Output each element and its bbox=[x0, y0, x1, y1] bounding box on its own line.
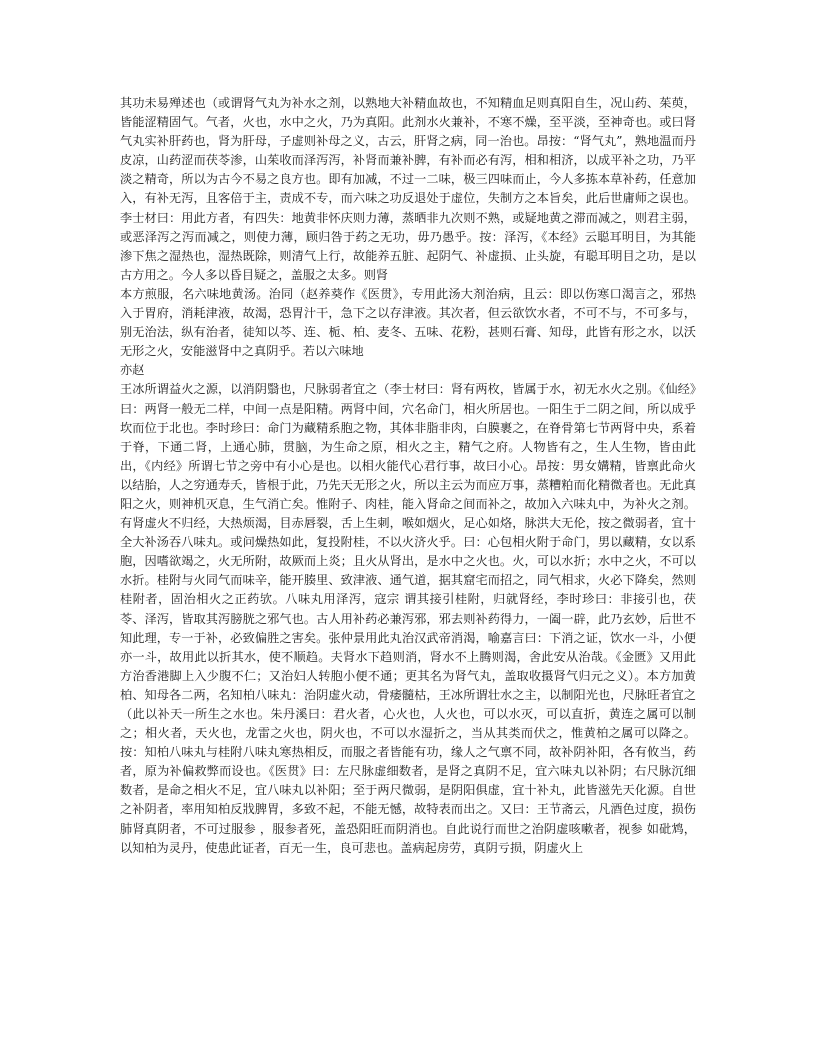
paragraph-4: 王冰所谓益火之源，以消阴翳也，尺脉弱者宜之（李士材曰：肾有两枚，皆属于水，初无水火之别。《仙经》曰：两肾一般无二样，中间一点是阳精。两肾中间，穴名命门，相火所居也。一阳生于二阴之间，所以成乎坎而位于北也。李时珍曰：命门为藏精系胞之物，其体非脂非肉，白膜裹之，在脊骨第七节两肾中央，系着于脊，下通二肾，上通心肺，贯脑，为生命之原，相火之主，精气之府。人物皆有之，生人生物，皆由此出，《内经》所谓七节之旁中有小心是也。以相火能代心君行事，故曰小心。昂按：男女媾精，皆禀此命火以结胎，人之穷通寿夭，皆根于此，乃先天无形之火，所以主云为而应万事，蒸糟粕而化精微者也。无此真阳之火，则神机灭息，生气消亡矣。惟附子、肉桂，能入肾命之间而补之，故加入六味丸中，为补火之剂。有肾虚火不归经，大热烦渴，目赤唇裂，舌上生刺，喉如烟火，足心如烙，脉洪大无伦，按之微弱者，宜十全大补汤吞八味丸。或问燥热如此，复投附桂，不以火济火乎。曰：心包相火附于命门，男以藏精，女以系胞，因嗜欲竭之，火无所附，故厥而上炎；且火从肾出，是水中之火也。火，可以水折；水中之火，不可以水折。桂附与火同气而味辛，能开腠里、致津液、通气道，据其窟宅而招之，同气相求，火必下降矣，然则桂附者，固治相火之正药欤。八味丸用泽泻，寇宗 谓其接引桂附，归就肾经，李时珍曰：非接引也，茯苓、泽泻，皆取其泻膀胱之邪气也。古人用补药必兼泻邪，邪去则补药得力，一阖一辟，此乃玄妙，后世不知此理，专一于补，必致偏胜之害矣。张仲景用此丸治汉武帝消渴，喻嘉言曰：下消之证，饮水一斗，小便亦一斗，故用此以折其水，使不顺趋。夫肾水下趋则消，肾水不上腾则渴，舍此安从治哉。《金匮》又用此方治香港脚上入少腹不仁；又治妇人转胞小便不通；更其名为肾气丸，盖取收摄肾气归元之义）。本方加黄柏、知母各二两，名知柏八味丸：治阴虚火动，骨痿髓枯，王冰所谓壮水之主，以制阳光也，尺脉旺者宜之（此以补天一所生之水也。朱丹溪曰：君火者，心火也，人火也，可以水灭，可以直折，黄连之属可以制之；相火者，天火也，龙雷之火也，阴火也，不可以水湿折之，当从其类而伏之，惟黄柏之属可以降之。按：知柏八味丸与桂附八味丸寒热相反，而服之者皆能有功，缘人之气禀不同，故补阴补阳，各有攸当，药者，原为补偏救弊而设也。《医贯》曰：左尺脉虚细数者，是肾之真阴不足，宜六味丸以补阴；右尺脉沉细数者，是命之相火不足，宜八味丸以补阳；至于两尺微弱，是阴阳俱虚，宜十补丸，此皆滋先天化源。自世之补阴者，率用知柏反戕脾胃，多致不起，不能无憾，故特表而出之。又曰：王节斋云，凡酒色过度，损伤肺肾真阴者，不可过服参 ，服参者死，盖恐阳旺而阴消也。自此说行而世之治阴虚咳嗽者，视参 如砒鸩，以知柏为灵丹，使患此证者，百无一生，良可悲也。盖病起房劳，真阴亏损，阴虚火上 bbox=[120, 382, 696, 855]
document-page bbox=[120, 94, 696, 858]
paragraph-1: 其功未易殚述也（或谓肾气丸为补水之剂，以熟地大补精血故也，不知精血足则真阳自生，况山药、茱萸，皆能涩精固气。气者，火也，水中之火，乃为真阳。此剂水火兼补，不寒不燥，至平淡，至神奇也。或曰肾气丸实补肝药也，肾为肝母，子虚则补母之义，古云，肝肾之病，同一治也。昂按：“肾气丸”，熟地温而丹皮凉，山药涩而茯苓渗，山茱收而泽泻泻，补肾而兼补脾，有补而必有泻，相和相济，以成平补之功，乃平淡之精奇，所以为古今不易之良方也。即有加减，不过一二味，极三四味而止，今人多拣本草补药，任意加入，有补无泻，且客倍于主，责成不专，而六味之功反退处于虚位，失制方之本旨矣，此后世庸师之误也。李士材曰：用此方者，有四失：地黄非怀庆则力薄，蒸晒非九次则不熟，或疑地黄之滞而减之，则君主弱，或恶泽泻之泻而减之，则使力薄，顾归咎于药之无功，毋乃愚乎。按：泽泻，《本经》云聪耳明目，为其能渗下焦之湿热也，湿热既除，则清气上行，故能养五脏、起阴气、补虚损、止头旋，有聪耳明目之功，是以古方用之。今人多以昏目疑之，盖服之太多。则肾 bbox=[120, 96, 696, 282]
paragraph-3: 亦赵 bbox=[120, 363, 145, 378]
paragraph-2: 本方煎服，名六味地黄汤。治同（赵养葵作《医贯》，专用此汤大剂治病，且云：即以伤寒口渴言之，邪热入于胃府，消耗津液，故渴，恐胃汁干，急下之以存津液。其次者，但云欲饮水者，不可不与，不可多与，别无治法，纵有治者，徒知以芩、连、栀、柏、麦冬、五味、花粉，甚则石膏、知母，此皆有形之水，以沃无形之火，安能滋肾中之真阴乎。若以六味地 bbox=[120, 286, 696, 359]
